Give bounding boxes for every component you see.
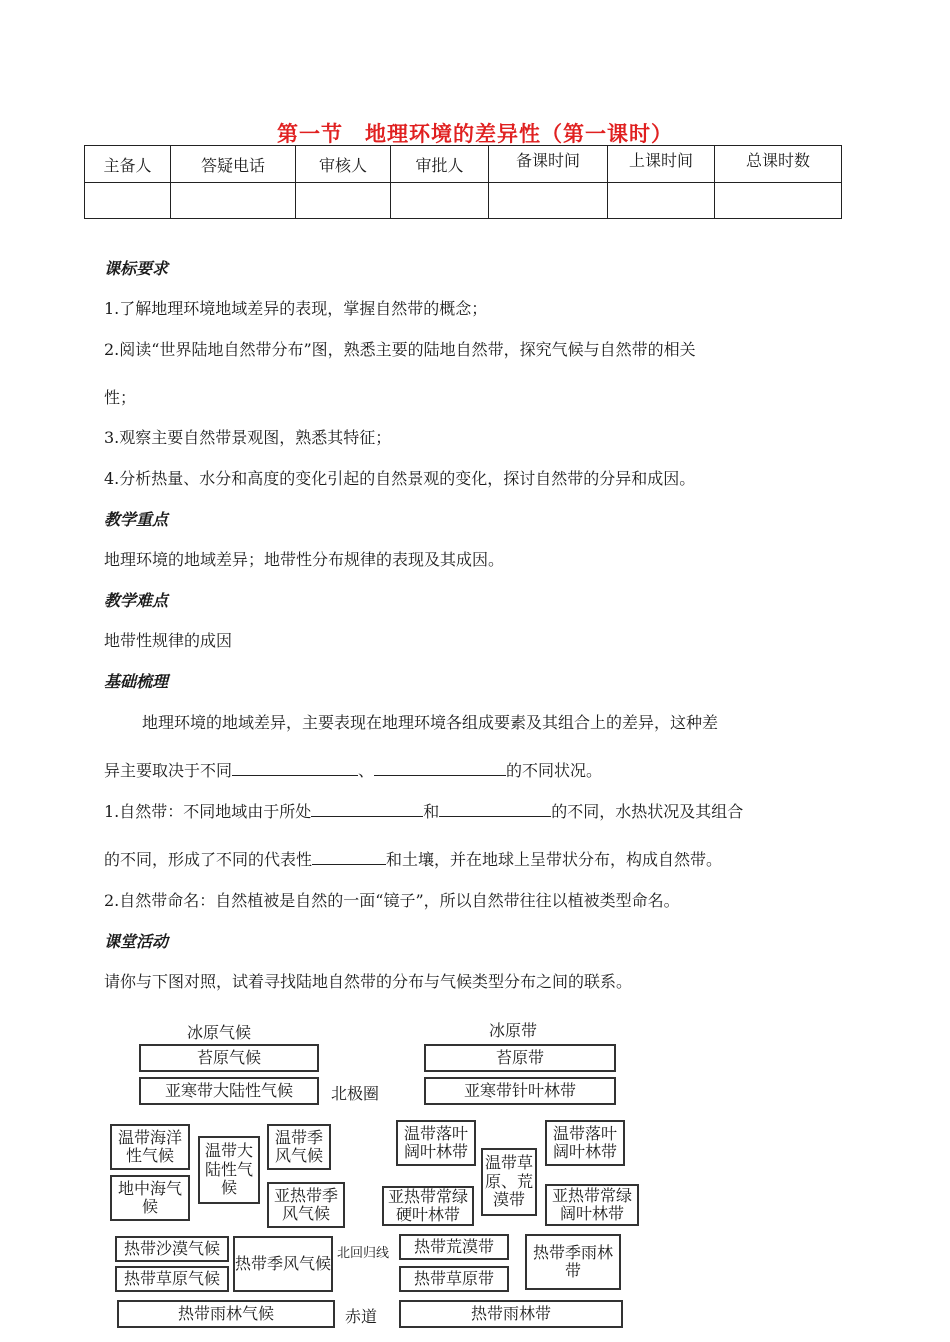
zone-box: 热带草原带	[399, 1266, 509, 1292]
empty-cell[interactable]	[391, 183, 489, 219]
empty-cell[interactable]	[85, 183, 171, 219]
zone-box: 亚寒带针叶林带	[424, 1077, 616, 1105]
empty-cell[interactable]	[715, 183, 842, 219]
lesson-info-table	[84, 145, 842, 219]
text-line: 3.观察主要自然带景观图，熟悉其特征；	[104, 428, 392, 447]
table-empty-row	[85, 183, 842, 219]
text-line: 2.阅读“世界陆地自然带分布”图，熟悉主要的陆地自然带，探究气候与自然带的相关	[104, 340, 696, 359]
zone-box: 热带雨林带	[399, 1300, 623, 1328]
header-cell: 备课时间	[489, 146, 608, 183]
climate-box: 亚热带季风气候	[267, 1182, 345, 1228]
text-line: 2.自然带命名：自然植被是自然的一面“镜子”，所以自然带往往以植被类型命名。	[104, 891, 680, 910]
section-heading: 教学重点	[104, 510, 169, 529]
text-line: 地带性规律的成因	[104, 631, 233, 650]
section-heading: 基础梳理	[104, 672, 169, 691]
header-cell: 审核人	[296, 146, 391, 183]
text-line: 1.自然带：不同地域由于所处 和 的不同，水热状况及其组合	[104, 802, 744, 821]
climate-box: 温带海洋性气候	[110, 1124, 190, 1170]
header-cell: 审批人	[391, 146, 489, 183]
text-line: 请你与下图对照，试着寻找陆地自然带的分布与气候类型分布之间的联系。	[104, 972, 633, 991]
header-cell: 上课时间	[608, 146, 715, 183]
zone-box: 温带落叶阔叶林带	[396, 1120, 476, 1166]
empty-cell[interactable]	[296, 183, 391, 219]
climate-box: 热带沙漠气候	[115, 1236, 229, 1262]
page-title: 第一节 地理环境的差异性（第一课时）	[277, 122, 673, 146]
zone-box: 热带荒漠带	[399, 1234, 509, 1260]
zone-box: 亚热带常绿阔叶林带	[545, 1184, 639, 1226]
header-cell: 总课时数	[715, 146, 842, 183]
fill-blank[interactable]	[374, 760, 506, 776]
text-line: 地理环境的地域差异，主要表现在地理环境各组成要素及其组合上的差异，这种差	[142, 713, 719, 732]
climate-box: 热带雨林气候	[117, 1300, 335, 1328]
section-heading: 课堂活动	[104, 932, 169, 951]
arctic-circle-label: 北极圈	[331, 1084, 380, 1103]
section-heading: 教学难点	[104, 591, 169, 610]
zone-box: 温带落叶阔叶林带	[545, 1120, 625, 1166]
fill-blank[interactable]	[439, 801, 551, 817]
fill-blank[interactable]	[232, 760, 358, 776]
table-header-row	[85, 146, 842, 183]
fill-blank[interactable]	[312, 849, 386, 865]
zone-box: 苔原带	[424, 1044, 616, 1072]
empty-cell[interactable]	[171, 183, 296, 219]
text-line: 地理环境的地域差异；地带性分布规律的表现及其成因。	[104, 550, 505, 569]
text-line: 4.分析热量、水分和高度的变化引起的自然景观的变化，探讨自然带的分异和成因。	[104, 469, 696, 488]
text-line: 性；	[104, 388, 137, 407]
zone-box: 亚热带常绿硬叶林带	[382, 1186, 474, 1226]
climate-box: 温带季风气候	[267, 1124, 331, 1170]
climate-zone-diagram	[105, 1012, 645, 1337]
equator-label: 赤道	[345, 1307, 378, 1326]
tropic-of-cancer-label: 北回归线	[337, 1246, 390, 1261]
climate-title: 冰原气候	[187, 1023, 252, 1042]
climate-box: 亚寒带大陆性气候	[139, 1077, 319, 1105]
climate-box: 地中海气候	[110, 1175, 190, 1221]
empty-cell[interactable]	[608, 183, 715, 219]
header-cell: 主备人	[85, 146, 171, 183]
climate-box: 热带草原气候	[115, 1266, 229, 1292]
climate-box: 苔原气候	[139, 1044, 319, 1072]
text-line: 1.了解地理环境地域差异的表现，掌握自然带的概念；	[104, 299, 488, 318]
zone-title: 冰原带	[489, 1021, 538, 1040]
text-line: 异主要取决于不同 、 的不同状况。	[104, 761, 603, 780]
header-cell: 答疑电话	[171, 146, 296, 183]
climate-box: 温带大陆性气候	[198, 1136, 260, 1204]
section-heading: 课标要求	[104, 259, 169, 278]
climate-box: 热带季风气候	[233, 1236, 333, 1292]
empty-cell[interactable]	[489, 183, 608, 219]
zone-box: 温带草原、荒漠带	[481, 1148, 537, 1216]
fill-blank[interactable]	[311, 801, 423, 817]
text-line: 的不同，形成了不同的代表性 和土壤，并在地球上呈带状分布，构成自然带。	[104, 850, 723, 869]
zone-box: 热带季雨林带	[525, 1234, 621, 1290]
